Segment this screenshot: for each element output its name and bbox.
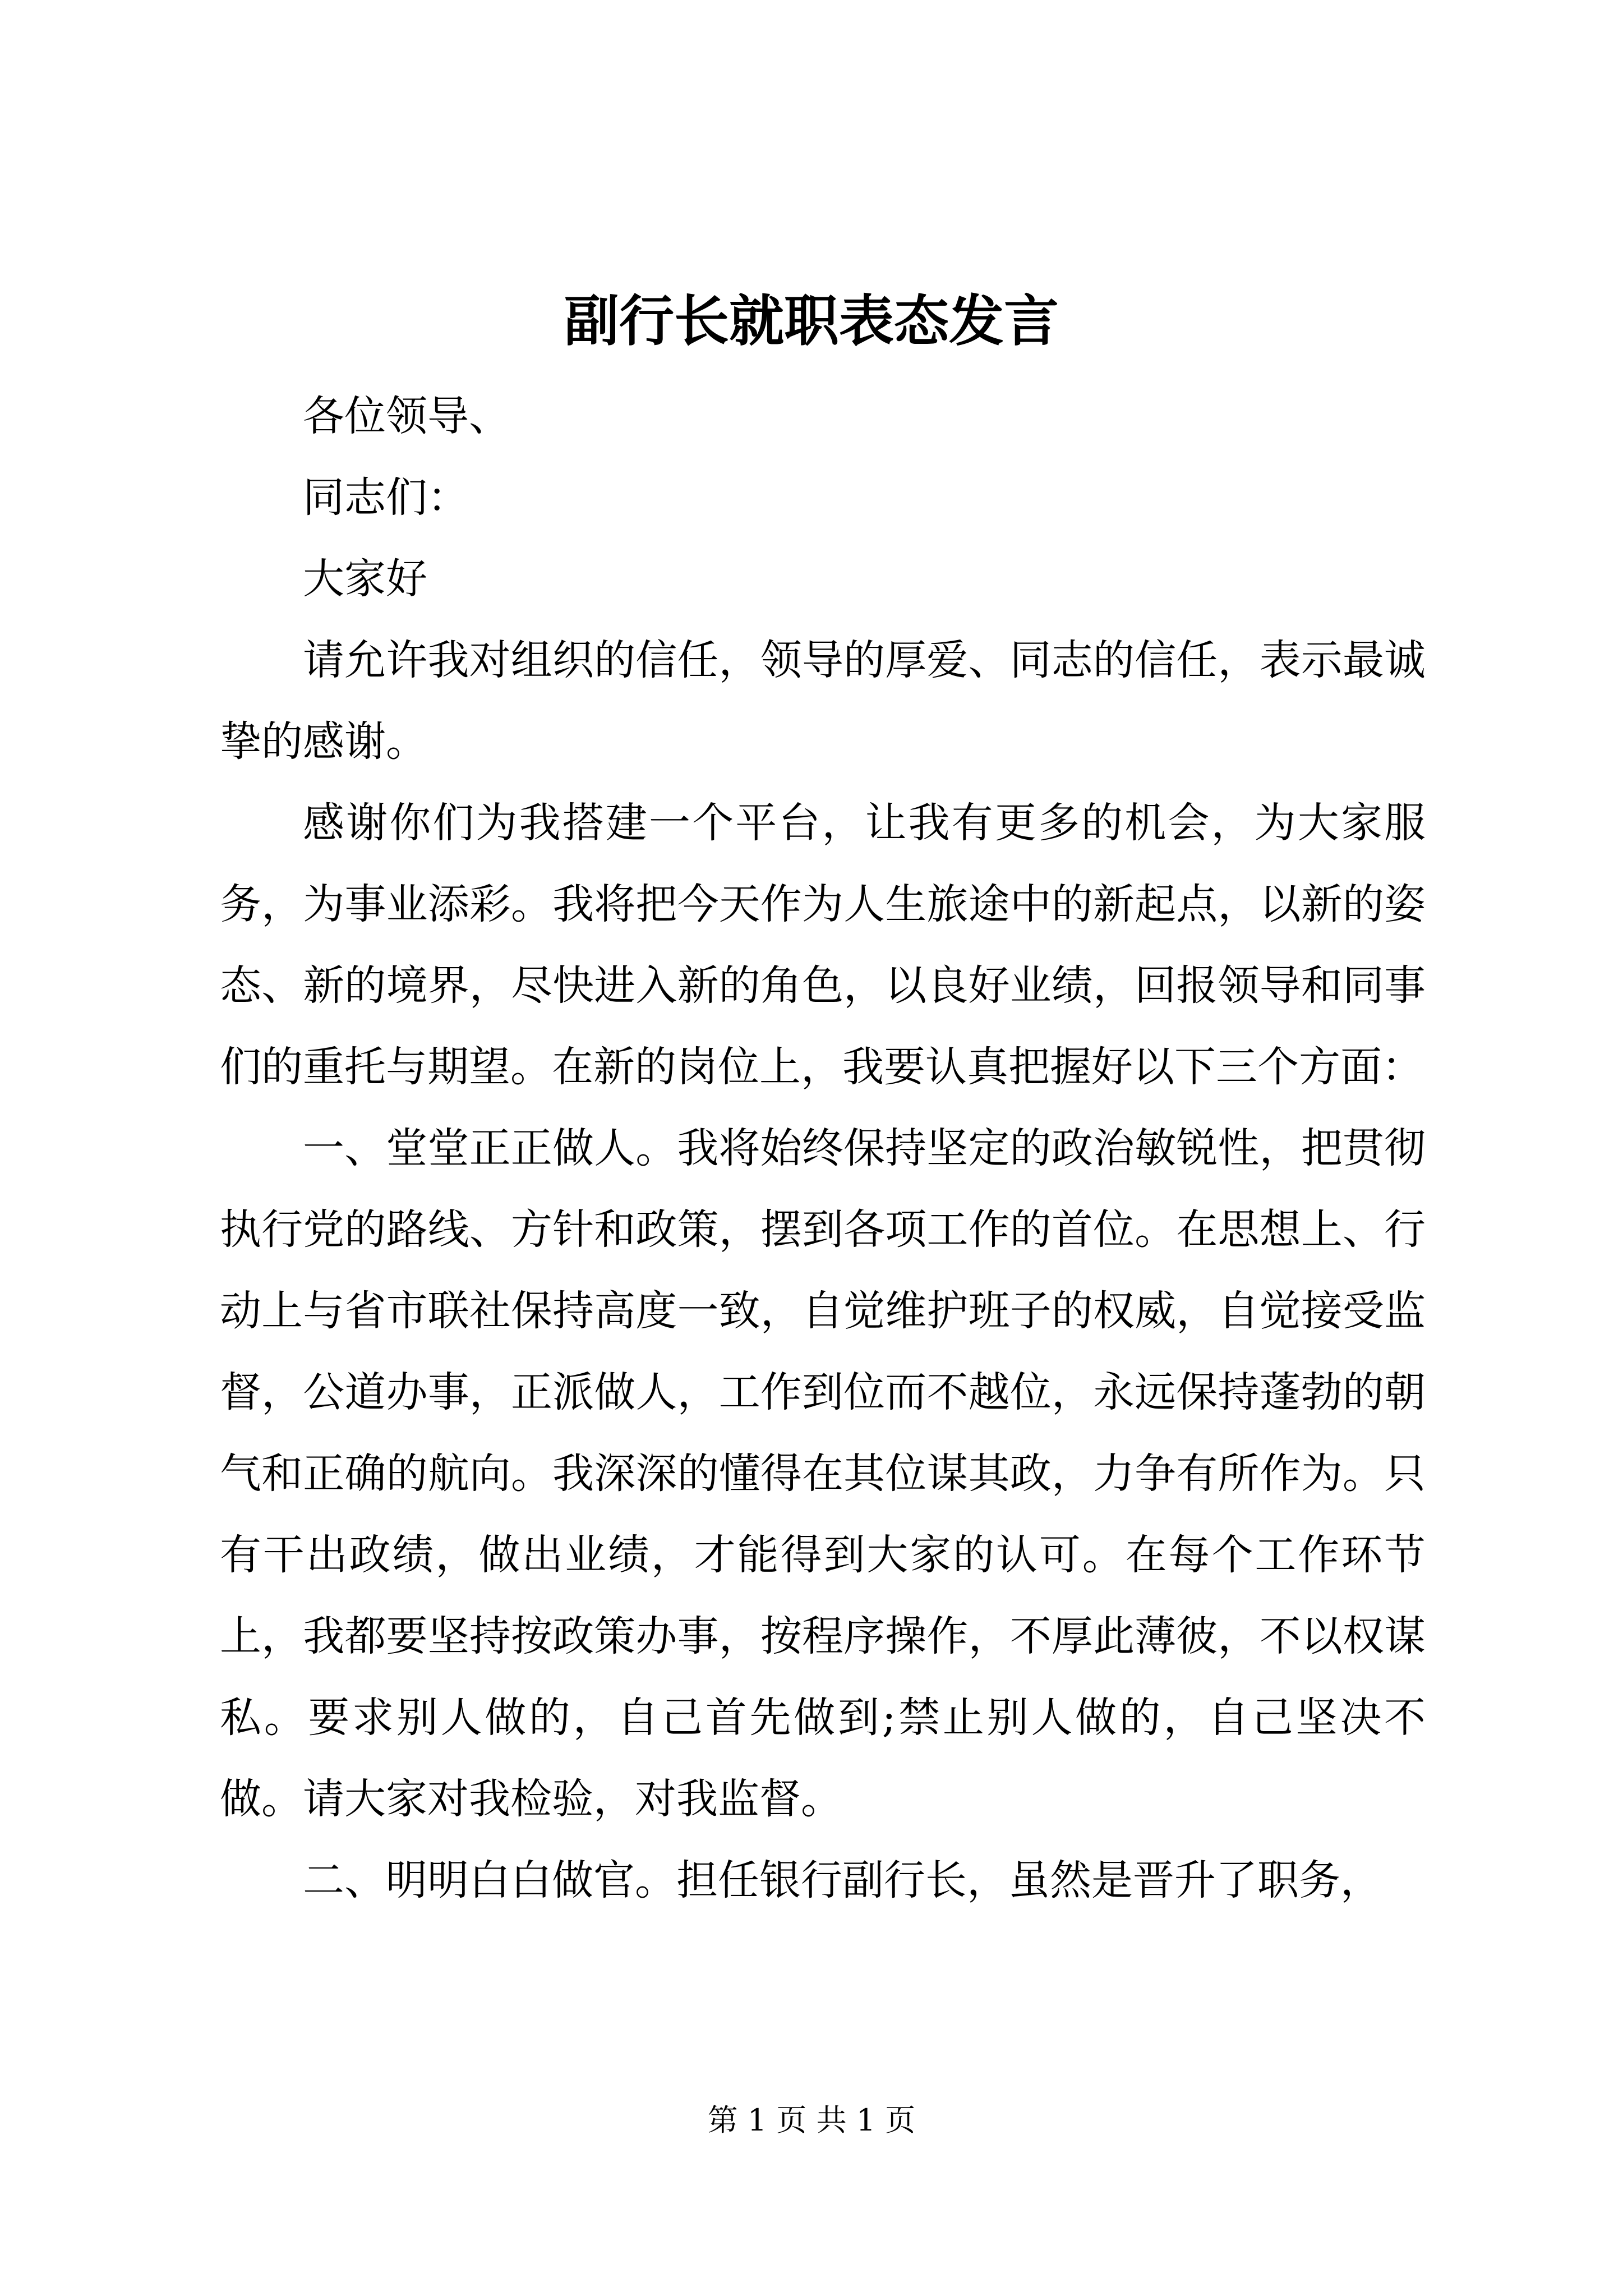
paragraph-point-one: 一、堂堂正正做人。我将始终保持坚定的政治敏锐性，把贯彻执行党的路线、方针和政策，摆到各项工作的首位。在思想上、行动上与省市联社保持高度一致，自觉维护班子的权威，自觉接受监督，公道办事，正派做人，工作到位而不越位，永远保持蓬勃的朝气和正确的航向。我深深的懂得在其位谋其政，力争有所作为。只有干出政绩，做出业绩，才能得到大家的认可。在每个工作环节上，我都要坚持按政策办事，按程序操作，不厚此薄彼，不以权谋私。要求别人做的，自己首先做到;禁止别人做的，自己坚决不做。请大家对我检验，对我监督。 (220, 1124, 1426, 1823)
document-title: 副行长就职表态发言 (564, 289, 1059, 353)
paragraph-thanks: 请允许我对组织的信任，领导的厚爱、同志的信任，表示最诚挚的感谢。 (220, 636, 1426, 766)
page-footer: 第 1 页 共 1 页 (707, 2102, 916, 2138)
paragraph-platform: 感谢你们为我搭建一个平台，让我有更多的机会，为大家服务，为事业添彩。我将把今天作为人生旅途中的新起点，以新的姿态、新的境界，尽快进入新的角色，以良好业绩，回报领导和同事们的重托与期望。在新的岗位上，我要认真把握好以下三个方面： (220, 799, 1426, 1091)
document-body (220, 376, 1426, 1921)
greeting: 大家好 (303, 555, 427, 603)
salutation-leaders: 各位领导、 (303, 392, 510, 440)
salutation-comrades: 同志们： (303, 473, 469, 522)
paragraph-point-two: 二、明明白白做官。担任银行副行长，虽然是晋升了职务， (303, 1856, 1382, 1904)
